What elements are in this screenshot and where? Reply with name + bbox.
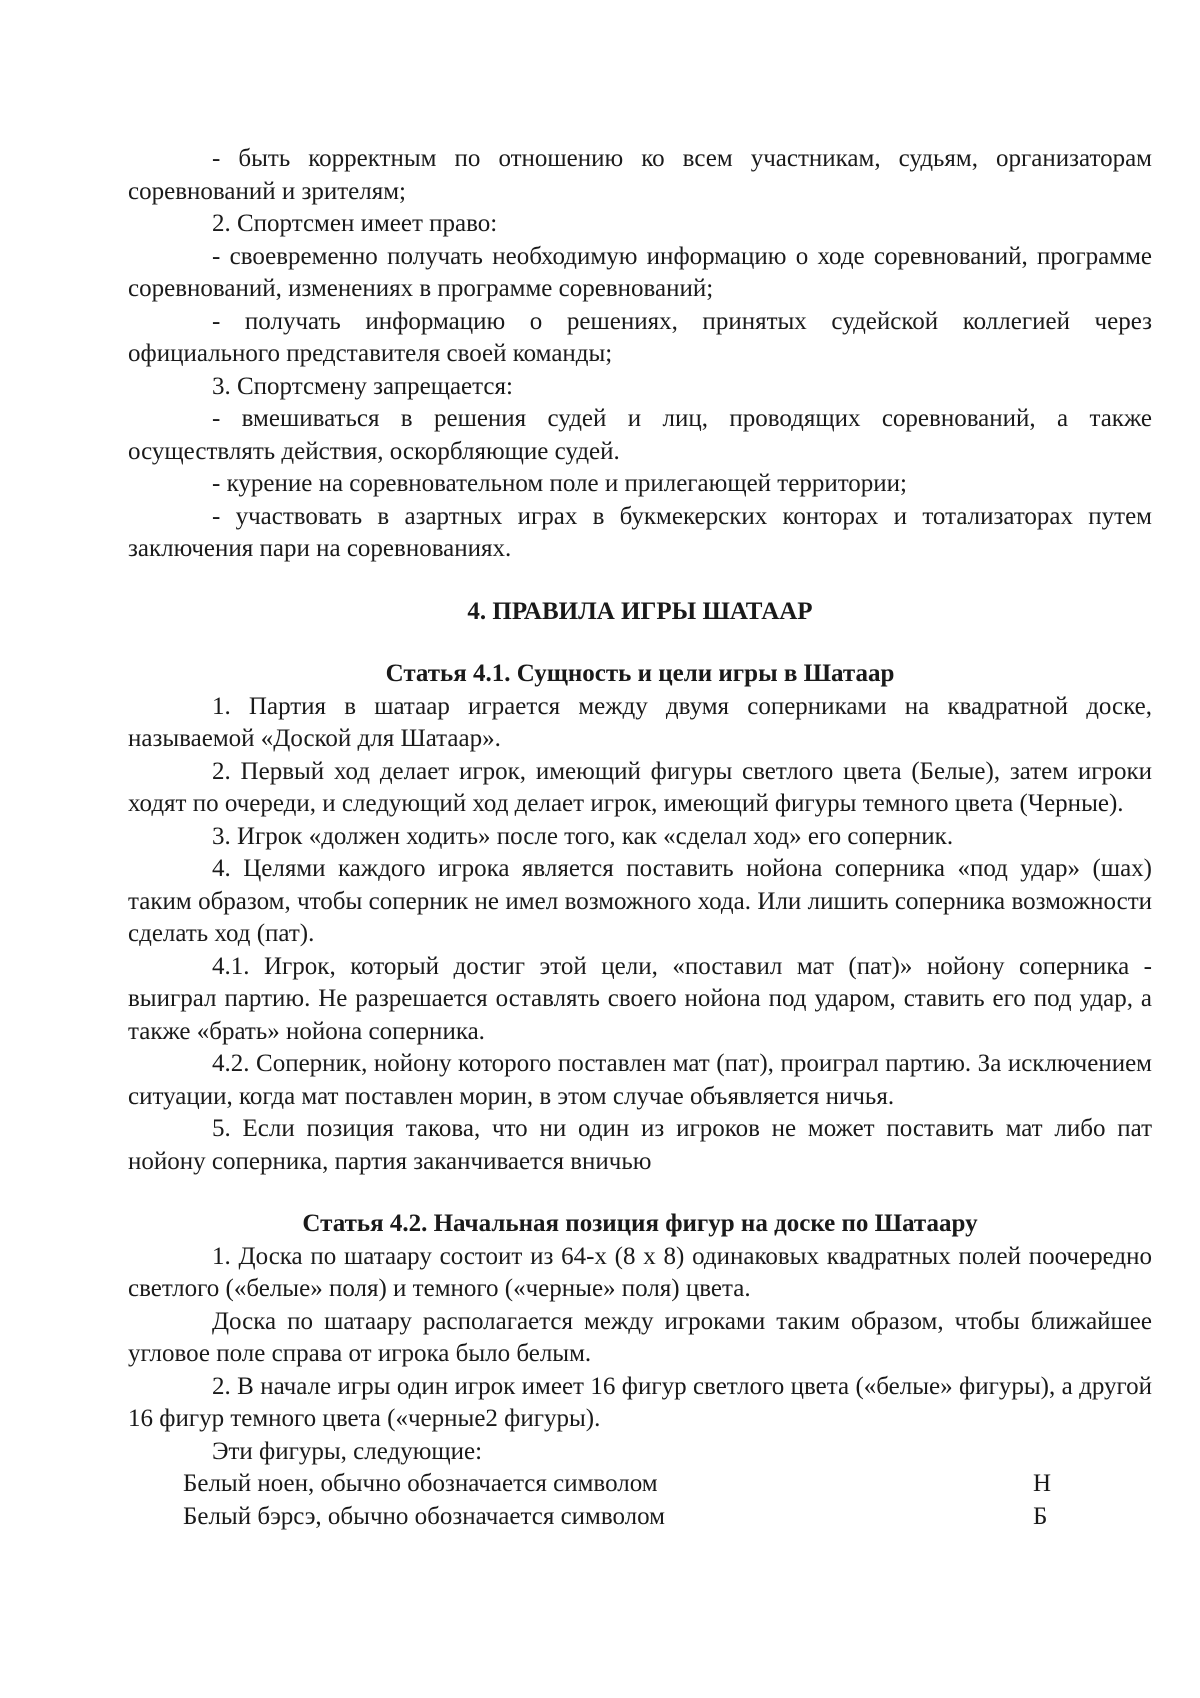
article-1-paragraph-4: 4. Целями каждого игрока является поставить нойона соперника «под удар» (шах) таким образом, чтобы соперник не имел возможного хода. Или лишить соперника возможности сделать ход (пат). [128, 855, 1152, 947]
section-title: 4. ПРАВИЛА ИГРЫ ШАТААР [467, 597, 813, 625]
intro-paragraph-3: - своевременно получать необходимую информацию о ходе соревнований, программе соревнований, изменениях в программе соревнований; [128, 242, 1152, 302]
article-1-paragraph-7: 5. Если позиция такова, что ни один из игроков не может поставить мат либо пат нойону соперника, партия заканчивается вничью [128, 1115, 1152, 1175]
article-1-paragraph-1: 1. Партия в шатаар играется между двумя соперниками на квадратной доске, называемой «Доской для Шатаар». [128, 692, 1152, 752]
intro-paragraph-8: - участвовать в азартных играх в букмекерских конторах и тотализаторах путем заключения пари на соревнованиях. [128, 502, 1152, 562]
piece-label: Белый ноен, обычно обозначается символом [183, 1470, 658, 1497]
article-2-paragraph-1: 1. Доска по шатаару состоит из 64-х (8 x 8) одинаковых квадратных полей поочередно светлого («белые» поля) и темного («черные» поля) цвета. [128, 1242, 1152, 1302]
article-2-paragraph-3: 2. В начале игры один игрок имеет 16 фигур светлого цвета («белые» фигуры), а другой 16 фигур темного цвета («черные2 фигуры). [128, 1372, 1152, 1432]
article-2-title: Статья 4.2. Начальная позиция фигур на доске по Шатаару [302, 1210, 978, 1237]
article-2-paragraph-4: Эти фигуры, следующие: [212, 1437, 483, 1465]
intro-paragraph-2: 2. Спортсмен имеет право: [212, 210, 498, 237]
article-1-paragraph-5: 4.1. Игрок, который достиг этой цели, «поставил мат (пат)» нойону соперника - выиграл партию. Не разрешается оставлять своего нойона под ударом, ставить его под удар, а также «брать» нойона соперника. [128, 952, 1152, 1045]
intro-paragraph-4: - получать информацию о решениях, принятых судейской коллегией через официального представителя своей команды; [128, 307, 1152, 367]
intro-paragraph-5: 3. Спортсмену запрещается: [212, 372, 513, 400]
piece-label: Белый бэрсэ, обычно обозначается символом [183, 1502, 665, 1530]
piece-row-berse [128, 1501, 1152, 1534]
article-1-title: Статья 4.1. Сущность и цели игры в Шатаар [385, 660, 895, 687]
piece-symbol: Н [1033, 1470, 1052, 1497]
piece-row-noen [128, 1468, 1152, 1501]
intro-paragraph-6: - вмешиваться в решения судей и лиц, проводящих соревнований, а также осуществлять действия, оскорбляющие судей. [128, 405, 1152, 465]
piece-symbol: Б [1033, 1502, 1048, 1530]
intro-paragraph-1: - быть корректным по отношению ко всем участникам, судьям, организаторам соревнований и зрителям; [128, 145, 1152, 205]
article-1-paragraph-2: 2. Первый ход делает игрок, имеющий фигуры светлого цвета (Белые), затем игроки ходят по очереди, и следующий ход делает игрок, имеющий фигуры темного цвета (Черные). [128, 757, 1152, 817]
article-1-paragraph-3: 3. Игрок «должен ходить» после того, как «сделал ход» его соперник. [212, 822, 954, 850]
article-1-paragraph-6: 4.2. Соперник, нойону которого поставлен мат (пат), проиграл партию. За исключением ситуации, когда мат поставлен морин, в этом случае объявляется ничья. [128, 1050, 1152, 1110]
article-2-paragraph-2: Доска по шатаару располагается между игроками таким образом, чтобы ближайшее угловое поле справа от игрока было белым. [128, 1307, 1152, 1367]
intro-paragraph-7: - курение на соревновательном поле и прилегающей территории; [212, 470, 907, 497]
page-content [128, 143, 1152, 1533]
piece-symbol-list [128, 1468, 1152, 1533]
